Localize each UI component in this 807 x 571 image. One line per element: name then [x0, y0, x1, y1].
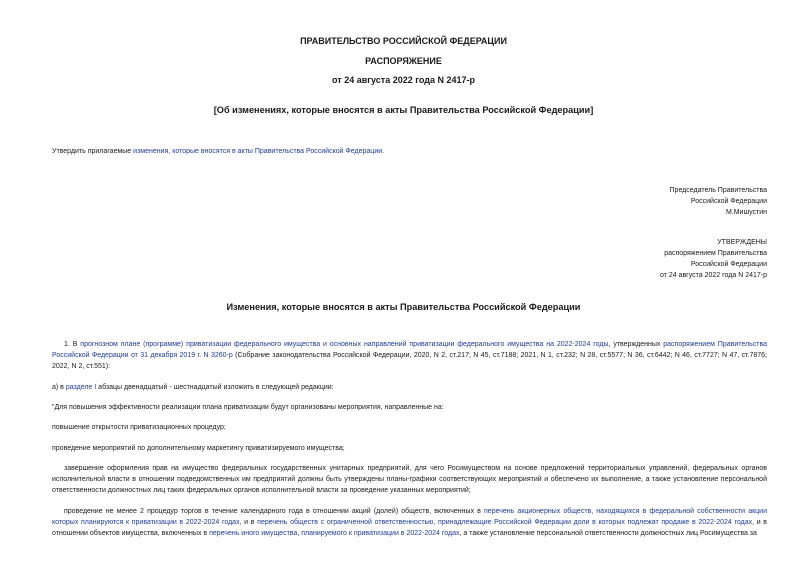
paragraph-1 [52, 339, 767, 372]
p7-link-joint-stock[interactable]: перечень акционерных обществ, находящихся в федеральной собственности акции которых планируются к приватизации в 2022-2024 годах [52, 508, 767, 526]
document-type: РАСПОРЯЖЕНИЕ [365, 56, 442, 66]
document-title: [Об изменениях, которые вносятся в акты Правительства Российской Федерации] [213, 105, 594, 115]
p2-text-b: абзацы двенадцатый - шестнадцатый изложить в следующей редакции: [96, 384, 334, 391]
section-title: Изменения, которые вносятся в акты Правительства Российской Федерации [226, 302, 581, 312]
government-heading: ПРАВИТЕЛЬСТВО РОССИЙСКОЙ ФЕДЕРАЦИИ [300, 36, 507, 46]
paragraph-2 [52, 382, 334, 393]
approved-line-4: от 24 августа 2022 года N 2417-р [659, 272, 767, 279]
approve-link[interactable]: изменения, которые вносятся в акты Правительства Российской Федерации [133, 148, 383, 155]
p1-text-c: (Собрание законодательства Российской Федерации, 2020, N 2, ст.217; N 45, ст.7188; 2021, N 1, ст.232; N 28, ст.5577; N 36, ст.6442; N 46, ст.7727; N 47, ст.7876; 2022, N 2, ст.551): [52, 352, 768, 370]
approve-text-pre: Утвердить прилагаемые [52, 148, 134, 155]
p7-link-other-property[interactable]: перечень иного имущества, планируемого к приватизации в 2022-2024 годах [209, 530, 460, 537]
p1-text-a: 1. В [64, 341, 81, 348]
signature-block [670, 185, 767, 218]
p1-text-b: , утвержденных [608, 341, 664, 348]
p7-text-b: , и в [239, 519, 258, 526]
p7-link-llc[interactable]: перечень обществ с ограниченной ответственностью, принадлежащие Российской Федерации доли в которых подлежат продаже в 2022-2024 годах [257, 519, 753, 526]
paragraph-5: проведение мероприятий по дополнительному маркетингу приватизируемого имущества; [52, 445, 345, 452]
paragraph-4: повышение открытости приватизационных процедур; [52, 424, 226, 431]
signature-line-3: М.Мишустин [725, 209, 767, 216]
approved-block [660, 237, 767, 281]
approved-line-3: Российской Федерации [690, 261, 767, 268]
approve-text-post: . [382, 148, 385, 155]
p1-link-plan[interactable]: прогнозном плане (программе) приватизации федерального имущества и основных направлений приватизации федерального имущества на 2022-2024 годы [80, 341, 609, 348]
paragraph-7 [52, 506, 767, 539]
p7-text-d: , а также установление персональной ответственности должностных лиц Росимущества за [459, 530, 757, 537]
approved-line-2: распоряжением Правительства [664, 250, 767, 257]
signature-line-2: Российской Федерации [690, 198, 767, 205]
approved-line-1: УТВЕРЖДЕНЫ [717, 239, 767, 246]
p2-text-a: а) в [52, 384, 66, 391]
paragraph-6: завершение оформления прав на имущество федеральных государственных унитарных предприятий, для чего Росимуществом на основе предложений территориальных управлений, федеральных органов исполнительной власти в отношении подведомственных им предприятий должны быть утверждены планы-графики соответствующих мероприятий и обеспечено их выполнение, а также установление персональной ответственности должностных лиц таких федеральных органов исполнительной власти за проведение указанных мероприятий; [52, 465, 767, 494]
p7-text-c: , и в отношении объектов имущества, включенных в [52, 519, 768, 537]
paragraph-3: "Для повышения эффективности реализации плана приватизации будут организованы мероприятия, направленные на: [52, 404, 444, 411]
approve-paragraph [52, 146, 384, 157]
p1-link-order[interactable]: распоряжением Правительства Российской Федерации от 31 декабря 2019 г. N 3260-р [52, 341, 767, 359]
p2-link-section[interactable]: разделе I [65, 384, 97, 391]
document-date: от 24 августа 2022 года N 2417-р [332, 75, 475, 85]
signature-line-1: Председатель Правительства [669, 187, 767, 194]
p7-text-a: проведение не менее 2 процедур торгов в течение календарного года в отношении акций (долей) обществ, включенных в [64, 508, 485, 515]
